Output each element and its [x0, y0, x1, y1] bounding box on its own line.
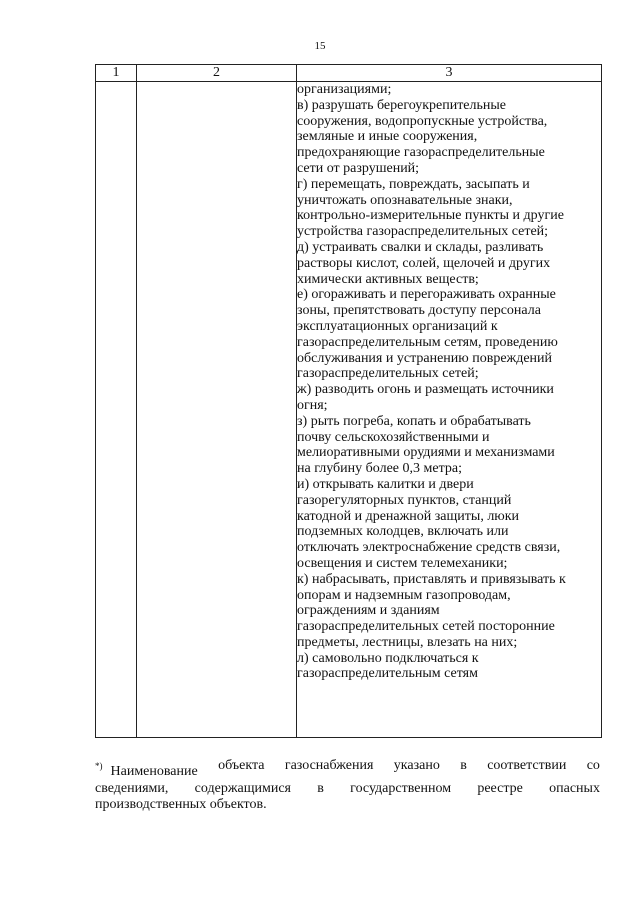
cell-column-2 — [137, 82, 297, 738]
text-line: обслуживания и устранению повреждений — [297, 350, 553, 366]
footnote-word — [95, 758, 198, 781]
text-line: почву сельскохозяйственными и — [297, 429, 490, 445]
text-line: опорам и надземным газопроводам, — [297, 587, 511, 603]
text-line: отключать электроснабжение средств связи, — [297, 540, 561, 556]
text-line: газораспределительным сетям — [297, 666, 478, 682]
text-line: контрольно-измерительные пункты и другие — [297, 208, 564, 224]
text-line: эксплуатационных организаций к — [297, 318, 498, 334]
text-line: газорегуляторных пунктов, станций — [297, 492, 512, 508]
footnote-text-end: производственных объектов. — [95, 797, 267, 812]
footnote-word: объекта — [218, 758, 265, 773]
text-line: химически активных веществ; — [297, 271, 479, 287]
text-line: л) самовольно подключаться к — [297, 650, 479, 666]
text-line: освещения и систем телемеханики; — [297, 555, 508, 571]
footnote-line-3 — [95, 797, 600, 814]
text-line: г) перемещать, повреждать, засыпать и — [297, 176, 530, 192]
text-line: зоны, препятствовать доступу персонала — [297, 303, 541, 319]
text-line: газораспределительных сетей посторонние — [297, 619, 555, 635]
footnote-word: реестре — [477, 780, 523, 796]
footnote-word: газоснабжения — [284, 758, 374, 773]
text-line: организациями; — [297, 82, 392, 97]
requirements-table — [95, 64, 602, 738]
text-line: к) набрасывать, приставлять и привязывать к — [297, 571, 566, 587]
footnote-word: в — [460, 758, 467, 773]
text-line: ограждениям и зданиям — [297, 603, 440, 619]
text-line: ж) разводить огонь и размещать источники — [297, 382, 554, 398]
column-header-2: 2 — [137, 65, 297, 82]
footnote-mark: *) — [95, 761, 103, 771]
cell-column-1 — [96, 82, 137, 738]
text-line: предметы, лестницы, влезать на них; — [297, 634, 518, 650]
text-line: растворы кислот, солей, щелочей и других — [297, 255, 551, 271]
text-line: сооружения, водопропускные устройства, — [297, 113, 548, 129]
footnote-word: соответствии — [487, 758, 567, 773]
footnote-word: содержащимися — [194, 780, 291, 796]
footnote-word: со — [586, 758, 600, 773]
text-line: земляные и иные сооружения, — [297, 129, 478, 145]
footnote-word: Наименование — [110, 764, 198, 779]
text-line: устройства газораспределительных сетей; — [297, 224, 549, 240]
cell-column-3 — [297, 82, 602, 738]
text-line: катодной и дренажной защиты, люки — [297, 508, 520, 524]
text-line: огня; — [297, 397, 328, 413]
text-line: уничтожать опознавательные знаки, — [297, 192, 513, 208]
footnote-line-2 — [95, 781, 600, 798]
text-line: е) огораживать и перегораживать охранные — [297, 287, 556, 303]
column-header-1: 1 — [96, 65, 137, 82]
footnote-word: сведениями, — [95, 780, 169, 796]
footnote-word: опасных — [549, 780, 600, 796]
table-header-row — [96, 65, 602, 82]
text-line: сети от разрушений; — [297, 160, 420, 176]
table-row — [96, 82, 602, 738]
text-line: и) открывать калитки и двери — [297, 476, 474, 492]
text-line: предохраняющие газораспределительные — [297, 145, 545, 161]
footnote-line-1 — [95, 758, 600, 781]
text-line: в) разрушать берегоукрепительные — [297, 97, 507, 113]
text-line: з) рыть погреба, копать и обрабатывать — [297, 413, 531, 429]
text-line: подземных колодцев, включать или — [297, 524, 509, 540]
footnote-word: государственном — [350, 780, 452, 796]
text-line: на глубину более 0,3 метра; — [297, 461, 462, 477]
footnote-word: в — [317, 780, 324, 796]
text-line: д) устраивать свалки и склады, разливать — [297, 239, 544, 255]
text-line: мелиоративными орудиями и механизмами — [297, 445, 555, 461]
column-header-3: 3 — [297, 65, 602, 82]
text-line: газораспределительным сетям, проведению — [297, 334, 558, 350]
footnote-word: указано — [393, 758, 440, 773]
footnote — [95, 758, 600, 814]
page-number: 15 — [314, 40, 326, 52]
text-line: газораспределительных сетей; — [297, 366, 479, 382]
